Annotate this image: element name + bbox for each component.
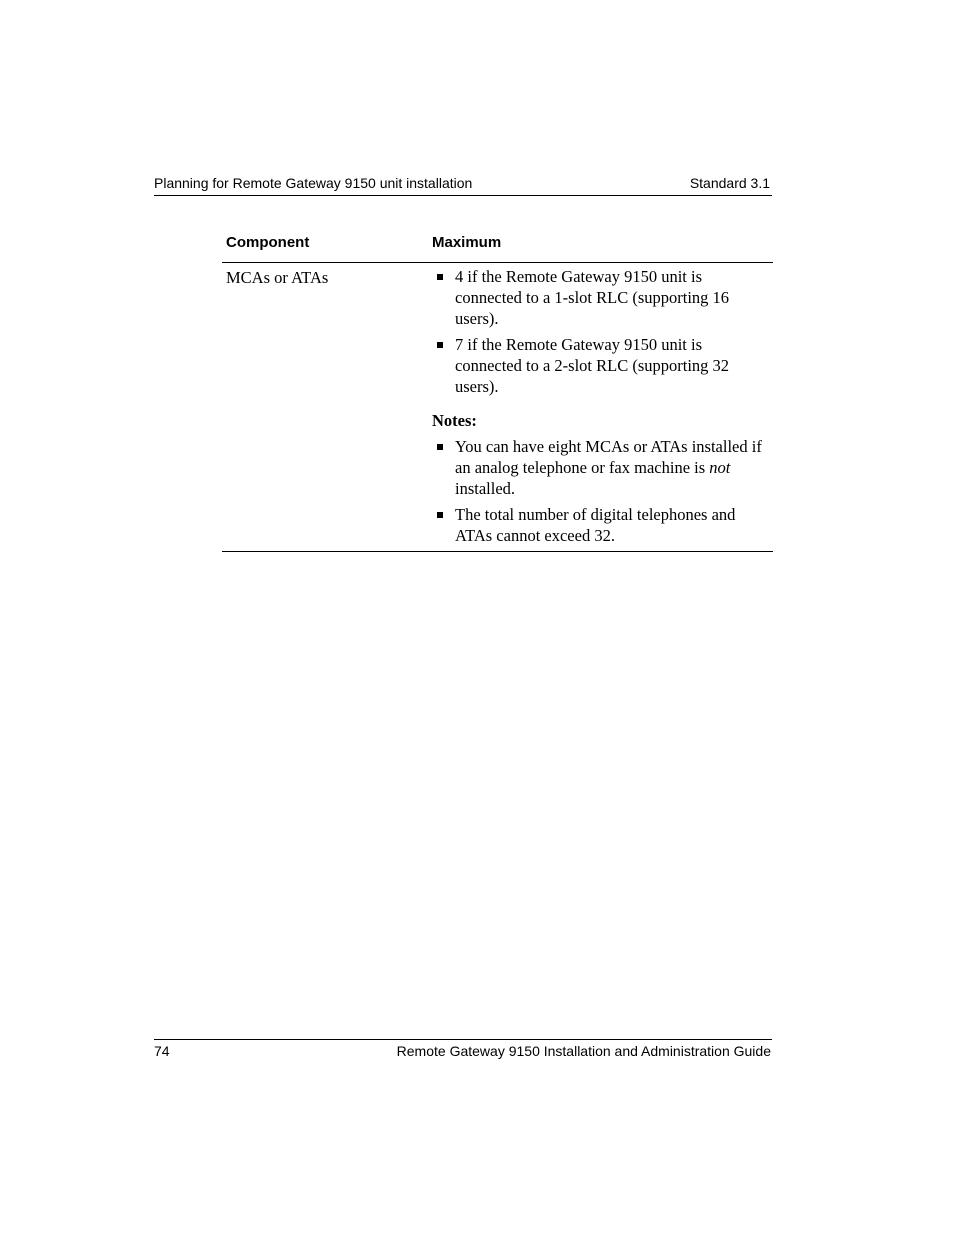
- column-header-component: Component: [226, 234, 310, 251]
- header-standard: Standard 3.1: [689, 175, 770, 191]
- page-number: 74: [154, 1043, 170, 1059]
- list-item: [432, 504, 767, 546]
- table-row: [222, 263, 773, 552]
- note-text-suffix: installed.: [455, 479, 516, 498]
- note-emphasis: not: [709, 458, 731, 477]
- footer-guide-title: Remote Gateway 9150 Installation and Administration Guide: [396, 1043, 771, 1059]
- cell-maximum: [432, 266, 767, 551]
- table-header-row: [222, 230, 773, 263]
- square-bullet-icon: [437, 342, 443, 348]
- note-text-prefix: You can have eight MCAs or ATAs installed if an analog telephone or fax machine is: [455, 437, 762, 477]
- spec-table: [222, 230, 773, 552]
- notes-heading: Notes:: [432, 411, 477, 430]
- page-footer: [154, 1039, 772, 1064]
- page-header: [154, 174, 772, 196]
- maximum-list: [432, 266, 767, 397]
- note-text: The total number of digital telephones and ATAs cannot exceed 32.: [455, 505, 736, 545]
- cell-component: MCAs or ATAs: [226, 268, 329, 287]
- column-header-maximum: Maximum: [432, 234, 502, 251]
- header-title: Planning for Remote Gateway 9150 unit installation: [154, 175, 473, 191]
- list-item: [432, 436, 767, 499]
- list-item: [432, 334, 767, 397]
- notes-list: [432, 436, 767, 546]
- list-item-text: 4 if the Remote Gateway 9150 unit is connected to a 1-slot RLC (supporting 16 users).: [455, 267, 730, 328]
- square-bullet-icon: [437, 274, 443, 280]
- list-item: [432, 266, 767, 329]
- square-bullet-icon: [437, 512, 443, 518]
- list-item-text: 7 if the Remote Gateway 9150 unit is connected to a 2-slot RLC (supporting 32 users).: [455, 335, 730, 396]
- square-bullet-icon: [437, 444, 443, 450]
